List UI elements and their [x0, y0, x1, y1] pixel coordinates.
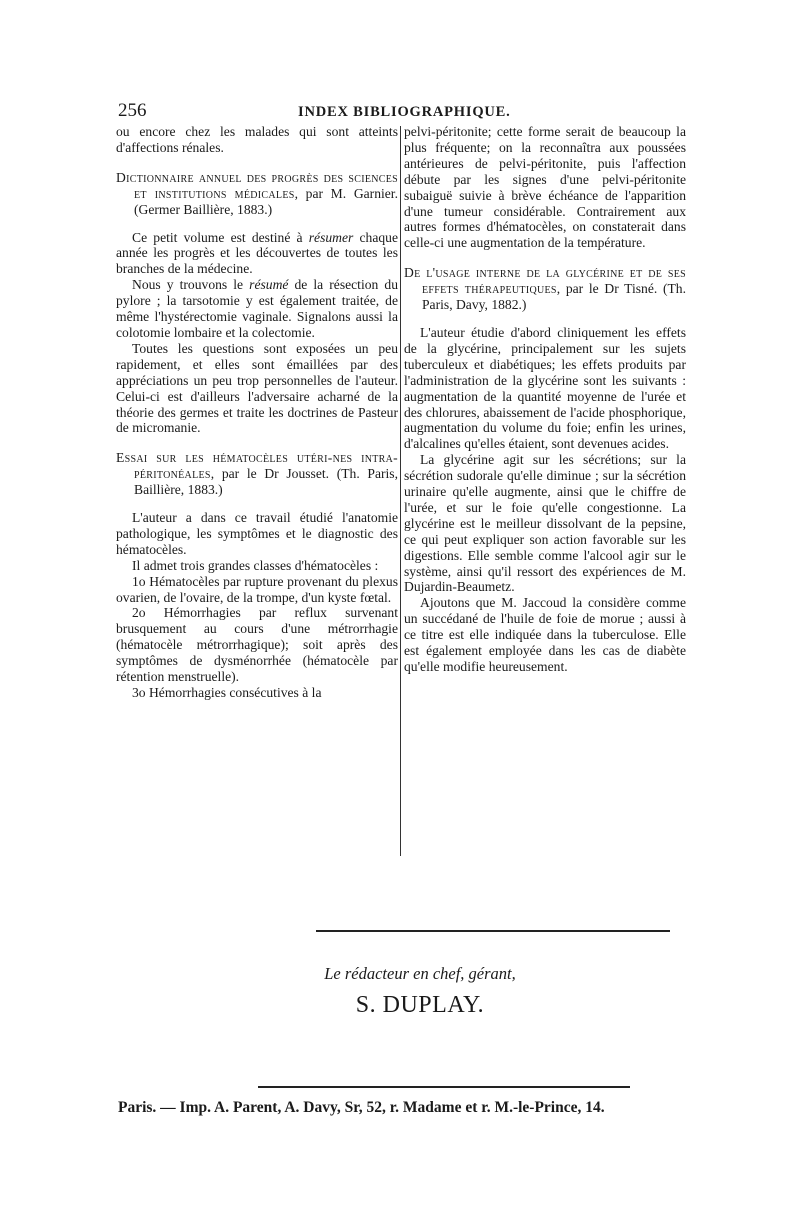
- text-fragment: chaque année les progrès et les découvertes de toutes les branches de la médecine.: [116, 229, 398, 277]
- entry-title: Essai sur les hématocèles utéri-nes intra-péritonéales: [116, 450, 398, 482]
- emphasis: résumé: [249, 277, 289, 293]
- signature-rule: [316, 930, 670, 932]
- text-fragment: Nous y trouvons le: [132, 277, 250, 293]
- imprint-rule: [258, 1086, 630, 1088]
- left-column: [116, 124, 398, 701]
- paragraph: La glycérine agit sur les sécrétions; sur la sécrétion sudorale qu'elle diminue ; sur la sécrétion urinaire qu'elle augmente, ainsi que le chiffre de l'urée, et sur le foie qu'elle congestionne. La glycérine est le meilleur dissolvant de la pepsine, ce qui peut expliquer son action favorable sur les digestions. Elle semble comme l'alcool agir sur le système, ainsi qu'il ressort des expériences de M. Dujardin-Beaumetz.: [404, 452, 686, 595]
- entry-title: Dictionnaire annuel des progrès des sciences et institutions médicales: [116, 169, 398, 201]
- paragraph: L'auteur étudie d'abord cliniquement les effets de la glycérine, principalement sur les sujets tuberculeux et diabétiques; les effets produits par l'administration de la glycérine sont les suivants : augmentation de la quantité moyenne de l'urée et des chlorures, abaissement de l'acide phosphorique, augmentation du volume du foie; enfin les urines, d'alcalines qu'elles étaient, sont devenues acides.: [404, 324, 686, 452]
- paragraph: 2o Hémorrhagies par reflux survenant brusquement au cours d'une métrorrhagie (hématocèle métrorrhagique); soit après des symptômes de dysménorrhée (hématocèle par rétention menstruelle).: [116, 605, 398, 685]
- text-fragment: de la résection du pylore ; la tarsotomie y est également traitée, de même l'hystérectomie vaginale. Signalons aussi la colotomie lombaire et la colectomie.: [116, 277, 398, 340]
- column-divider: [400, 126, 401, 856]
- paragraph: [116, 230, 398, 278]
- paragraph: Ajoutons que M. Jaccoud la considère comme un succédané de l'huile de foie de morue ; aussi à ce titre est elle indiquée dans la tuberculose. Elle est également employée dans les cas de diabète qu'elle modifie heureusement.: [404, 595, 686, 674]
- running-title: INDEX BIBLIOGRAPHIQUE.: [298, 104, 511, 120]
- entry-usage-glycerine: [404, 265, 686, 313]
- entry-citation: , par le Dr Tisné. (Th. Paris, Davy, 1882.): [422, 281, 686, 313]
- paragraph: Toutes les questions sont exposées un peu rapidement, et elles sont émaillées par des appréciations un peu trop personnelles de l'auteur. Celui-ci est d'ailleurs l'adversaire acharné de la théorie des germes et traite les doctrines de Pasteur de micromanie.: [116, 340, 398, 436]
- entry-essai-hematoceles: [116, 450, 398, 498]
- paragraph: [116, 277, 398, 341]
- paragraph: 1o Hématocèles par rupture provenant du plexus ovarien, de l'ovaire, de la trompe, d'un kyste fœtal.: [116, 573, 398, 605]
- printer-imprint: Paris. — Imp. A. Parent, A. Davy, Sr, 52, r. Madame et r. M.-le-Prince, 14.: [118, 1099, 605, 1116]
- entry-title: De l'usage interne de la glycérine et de ses effets thérapeutiques: [404, 265, 686, 297]
- entry-citation: , par le Dr Jousset. (Th. Paris, Baillière, 1883.): [134, 466, 398, 498]
- editor-name: S. DUPLAY.: [355, 992, 485, 1018]
- paragraph: 3o Hémorrhagies consécutives à la: [132, 685, 322, 700]
- paragraph: L'auteur a dans ce travail étudié l'anatomie pathologique, les symptômes et le diagnostic des hématocèles.: [116, 510, 398, 557]
- paragraph: Il admet trois grandes classes d'hématocèles :: [132, 557, 379, 573]
- entry-citation: , par M. Garnier. (Germer Baillière, 1883.): [134, 185, 398, 217]
- entry-dictionnaire-annuel: [116, 170, 398, 218]
- right-continuation-text: pelvi-péritonite; cette forme serait de beaucoup la plus fréquente; on la reconnaîtra aux poussées antérieures de pelvi-péritonite, puis l'affection débute par les signes d'une pelvi-péritonite subaiguë suivie à brève échéance de l'apparition d'une tumeur considérable. Contrairement aux autres formes d'hématocèles, on constaterait dans celle-ci une augmentation de la température.: [404, 124, 686, 251]
- text-fragment: Ce petit volume est destiné à: [132, 229, 309, 245]
- right-column: [404, 124, 686, 675]
- page-number: 256: [118, 100, 147, 121]
- left-continuation-text: ou encore chez les malades qui sont atteints d'affections rénales.: [116, 124, 398, 155]
- editor-role: Le rédacteur en chef, gérant,: [324, 964, 516, 983]
- emphasis: résumer: [308, 229, 354, 245]
